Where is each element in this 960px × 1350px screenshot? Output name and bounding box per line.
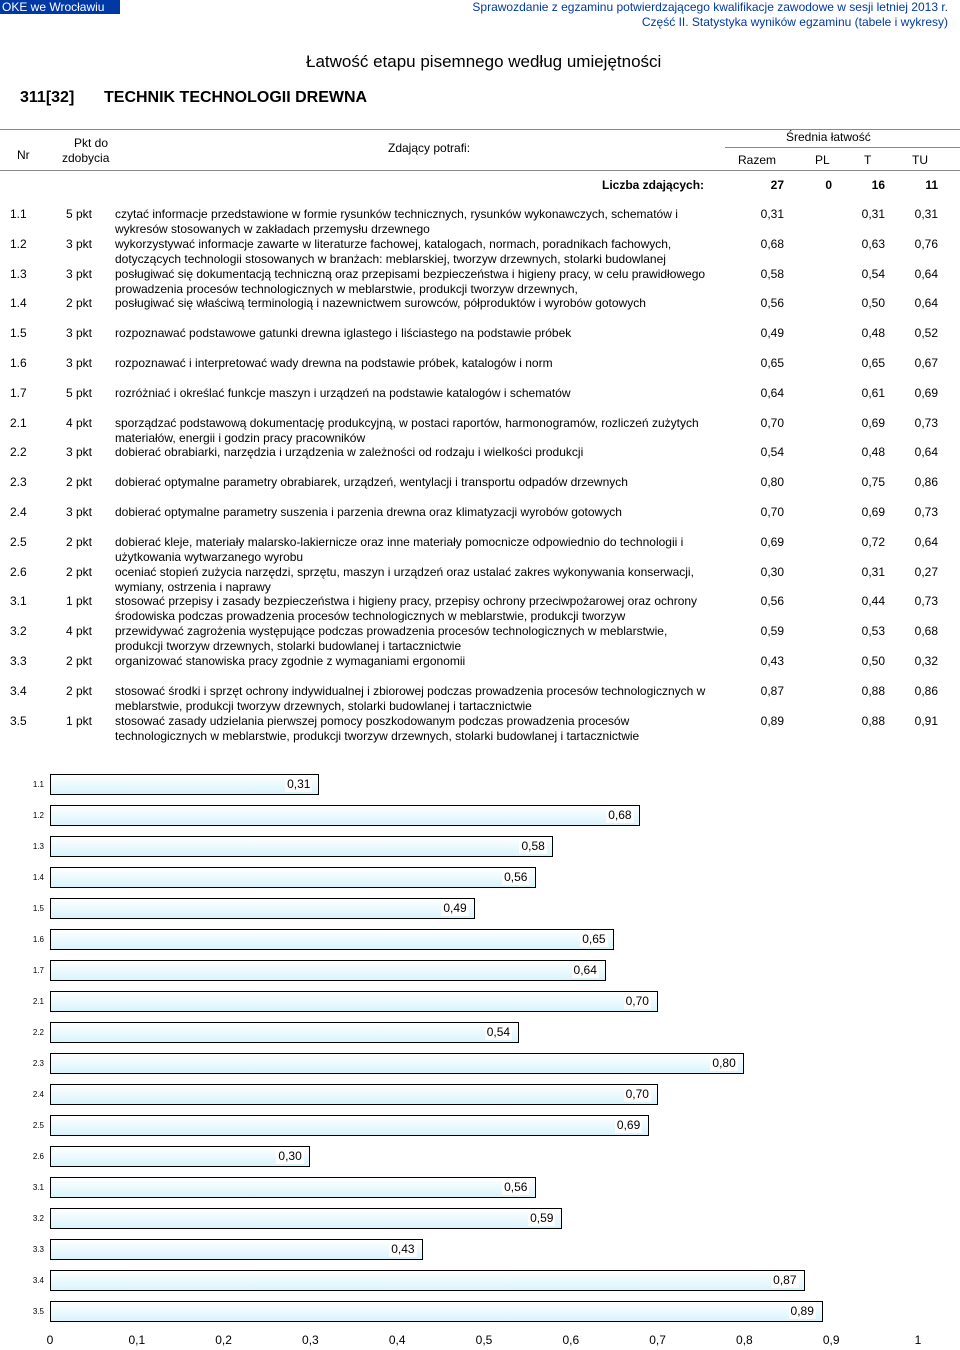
row-nr: 3.3 — [10, 654, 27, 668]
bar-value-label: 0,68 — [608, 808, 632, 822]
row-t: 0,65 — [861, 356, 885, 370]
row-t: 0,31 — [861, 564, 885, 579]
row-t: 0,44 — [861, 594, 885, 609]
row-skill: stosować środki i sprzęt ochrony indywidualnej i zbiorowej podczas prowadzenia procesów technologicznych w meblarstwie, produkcji tworzyw drzewnych, stolarki budowlanej i tartacznictwie — [115, 683, 706, 713]
row-nr: 1.1 — [10, 207, 27, 221]
row-nr: 1.2 — [10, 236, 27, 251]
row-nr: 2.6 — [10, 564, 27, 579]
row-tu: 0,86 — [914, 683, 938, 698]
category-label: 3.2 — [32, 1214, 44, 1223]
row-razem: 0,68 — [760, 236, 784, 251]
row-nr: 3.4 — [10, 683, 27, 698]
bar-value-label: 0,58 — [521, 839, 545, 853]
category-label: 2.3 — [32, 1059, 44, 1068]
category-label: 2.2 — [32, 1028, 44, 1037]
x-tick-label: 0,2 — [215, 1333, 232, 1347]
bar — [50, 805, 640, 826]
col-header-pkt-1: Pkt do — [74, 136, 109, 150]
row-t: 0,50 — [861, 296, 885, 311]
row-tu: 0,27 — [914, 564, 938, 579]
row-skill: rozpoznawać podstawowe gatunki drewna iglastego i liściastego na podstawie próbek — [115, 326, 572, 341]
x-tick-label: 0,3 — [302, 1333, 319, 1347]
x-tick-label: 0,7 — [649, 1333, 666, 1347]
row-points: 4 pkt — [66, 415, 93, 430]
category-label: 1.3 — [32, 842, 44, 851]
category-label: 2.5 — [32, 1121, 44, 1130]
x-tick-label: 0,5 — [475, 1333, 493, 1347]
row-razem: 0,54 — [760, 445, 784, 460]
header-rule — [725, 147, 960, 148]
row-points: 3 pkt — [66, 266, 93, 281]
bar-value-label: 0,31 — [287, 777, 311, 791]
row-skill: dobierać obrabiarki, narzędzia i urządzenia w zależności od rodzaju i wielkości produkcji — [115, 445, 584, 460]
category-label: 2.1 — [32, 997, 44, 1006]
row-skill: sporządzać podstawową dokumentację produkcyjną, w postaci raportów, harmonogramów, rozliczeń zużytych materiałów, energii i godzin pracy pracowników — [115, 415, 699, 445]
row-skill: posługiwać się właściwą terminologią i nazewnictwem surowców, półproduktów i wyrobów gotowych — [115, 296, 646, 311]
bar — [50, 1022, 519, 1043]
category-label: 2.6 — [32, 1152, 44, 1161]
row-points: 2 pkt — [66, 654, 93, 668]
row-points: 2 pkt — [66, 534, 93, 549]
row-nr: 2.2 — [10, 445, 27, 460]
row-skill: rozróżniać i określać funkcje maszyn i urządzeń na podstawie katalogów i schematów — [115, 385, 571, 400]
row-nr: 3.5 — [10, 713, 27, 728]
easiness-bar-chart — [0, 770, 960, 1350]
bar — [50, 774, 319, 795]
row-nr: 1.3 — [10, 266, 27, 281]
category-label: 1.7 — [32, 966, 44, 975]
row-t: 0,48 — [861, 326, 885, 341]
row-tu: 0,86 — [914, 475, 938, 490]
bar-value-label: 0,56 — [504, 1180, 528, 1194]
bar-value-label: 0,69 — [616, 1118, 641, 1132]
row-tu: 0,32 — [914, 654, 938, 668]
page-title: Łatwość etapu pisemnego według umiejętności — [306, 52, 662, 71]
row-razem: 0,56 — [760, 296, 784, 311]
row-t: 0,63 — [861, 236, 885, 251]
row-t: 0,88 — [861, 683, 885, 698]
row-tu: 0,67 — [914, 356, 938, 370]
bar-value-label: 0,65 — [582, 932, 606, 946]
row-skill: rozpoznawać i interpretować wady drewna na podstawie próbek, katalogów i norm — [115, 356, 553, 370]
row-tu: 0,76 — [914, 236, 938, 251]
x-tick-label: 0,4 — [388, 1333, 406, 1347]
row-skill: czytać informacje przedstawione w formie rysunków technicznych, rysunków wykonawczych, schematów i wykresów stosowanych w zakładach przemysłu drzewnego — [115, 207, 678, 236]
row-razem: 0,69 — [760, 534, 784, 549]
qualification-name: TECHNIK TECHNOLOGII DREWNA — [104, 89, 368, 106]
row-razem: 0,59 — [760, 624, 784, 639]
x-tick-label: 0 — [46, 1333, 54, 1347]
row-tu: 0,64 — [914, 266, 938, 281]
row-points: 2 pkt — [66, 296, 93, 311]
row-nr: 1.5 — [10, 326, 27, 341]
row-tu: 0,31 — [914, 207, 938, 221]
qualification-code: 311[32] — [20, 89, 75, 106]
bar — [50, 1301, 823, 1322]
col-header-tu: TU — [912, 153, 928, 167]
row-points: 3 pkt — [66, 236, 93, 251]
bar-value-label: 0,30 — [278, 1149, 302, 1163]
row-nr: 1.6 — [10, 356, 27, 370]
bar — [50, 1239, 423, 1260]
bar-value-label: 0,54 — [486, 1025, 511, 1039]
row-tu: 0,73 — [914, 594, 938, 609]
row-skill: dobierać optymalne parametry obrabiarek, urządzeń, wentylacji i transportu odpadów drzewnych — [115, 475, 628, 490]
row-skill: wykorzystywać informacje zawarte w literaturze fachowej, katalogach, normach, poradnikach fachowych, dotyczących technologii stosowanych w branżach: meblarskiej, tworzyw drzewnych, stolarki budowlanej — [115, 236, 672, 266]
row-skill: organizować stanowiska pracy zgodnie z wymaganiami ergonomii — [115, 654, 466, 668]
row-points: 2 pkt — [66, 564, 93, 579]
row-tu: 0,69 — [914, 385, 938, 400]
row-nr: 2.1 — [10, 415, 27, 430]
x-tick-label: 0,9 — [822, 1333, 840, 1347]
col-header-nr: Nr — [17, 148, 30, 162]
row-points: 3 pkt — [66, 445, 93, 460]
category-label: 3.5 — [32, 1307, 44, 1316]
row-t: 0,75 — [861, 475, 885, 490]
category-label: 1.6 — [32, 935, 44, 944]
row-points: 2 pkt — [66, 683, 93, 698]
header-bottom-rule — [0, 170, 960, 171]
row-nr: 1.4 — [10, 296, 27, 311]
row-razem: 0,43 — [760, 654, 784, 668]
bar-value-label: 0,59 — [530, 1211, 554, 1225]
x-tick-label: 0,1 — [128, 1333, 146, 1347]
col-header-razem: Razem — [738, 153, 777, 167]
row-t: 0,53 — [861, 624, 885, 639]
bar — [50, 960, 606, 981]
category-label: 3.3 — [32, 1245, 44, 1254]
x-tick-label: 1 — [914, 1333, 922, 1347]
row-razem: 0,58 — [760, 266, 784, 281]
row-razem: 0,89 — [760, 713, 784, 728]
category-label: 1.4 — [32, 873, 44, 882]
row-razem: 0,56 — [760, 594, 784, 609]
x-tick-label: 0,8 — [736, 1333, 753, 1347]
row-points: 5 pkt — [66, 207, 93, 221]
bar — [50, 1270, 805, 1291]
row-tu: 0,73 — [914, 505, 938, 519]
row-nr: 2.4 — [10, 505, 27, 519]
row-points: 1 pkt — [66, 713, 93, 728]
row-tu: 0,73 — [914, 415, 938, 430]
bar-value-label: 0,49 — [443, 901, 467, 915]
row-tu: 0,68 — [914, 624, 938, 639]
row-skill: stosować zasady udzielania pierwszej pomocy poszkodowanym podczas prowadzenia procesów technologicznych w meblarstwie, produkcji tworzyw drzewnych, stolarki budowlanej i tartacznictwie — [115, 713, 640, 743]
bar — [50, 1208, 562, 1229]
row-tu: 0,91 — [914, 713, 938, 728]
row-t: 0,61 — [861, 385, 885, 400]
col-header-avg: Średnia łatwość — [786, 130, 871, 144]
count-razem: 27 — [770, 178, 784, 192]
row-t: 0,31 — [861, 207, 885, 221]
count-label: Liczba zdających: — [602, 178, 705, 192]
bar — [50, 898, 475, 919]
bar-value-label: 0,89 — [790, 1304, 814, 1318]
row-t: 0,69 — [861, 415, 885, 430]
row-tu: 0,64 — [914, 445, 938, 460]
row-razem: 0,80 — [760, 475, 784, 490]
org-name: OKE we Wrocławiu — [0, 0, 120, 14]
bar — [50, 1084, 658, 1105]
row-tu: 0,64 — [914, 534, 938, 549]
row-points: 3 pkt — [66, 356, 93, 370]
row-razem: 0,65 — [760, 356, 784, 370]
bar — [50, 867, 536, 888]
row-t: 0,54 — [861, 266, 885, 281]
col-header-t: T — [864, 153, 872, 167]
count-t: 16 — [871, 178, 885, 192]
row-skill: przewidywać zagrożenia występujące podczas prowadzenia procesów technologicznych w meblarstwie, produkcji tworzyw drzewnych, stolarki budowlanej i tartacznictwie — [115, 624, 668, 654]
row-razem: 0,64 — [760, 385, 784, 400]
bar-value-label: 0,87 — [773, 1273, 797, 1287]
row-razem: 0,70 — [760, 415, 784, 430]
row-t: 0,50 — [861, 654, 885, 668]
row-razem: 0,87 — [760, 683, 784, 698]
row-points: 1 pkt — [66, 594, 93, 609]
row-razem: 0,30 — [760, 564, 784, 579]
bar — [50, 1115, 649, 1136]
report-title: Sprawozdanie z egzaminu potwierdzającego kwalifikacje zawodowe w sesji letniej 2013 r. — [472, 0, 948, 14]
bar-value-label: 0,80 — [712, 1056, 736, 1070]
row-skill: posługiwać się dokumentacją techniczną oraz przepisami bezpieczeństwa i higieny pracy, w celu prawidłowego prowadzenia procesów technologicznych w meblarstwie, produkcji tworzyw drzewnych, — [115, 266, 706, 296]
bar — [50, 991, 658, 1012]
row-t: 0,69 — [861, 505, 885, 519]
row-razem: 0,49 — [760, 326, 784, 341]
x-tick-label: 0,6 — [562, 1333, 580, 1347]
report-subtitle: Część II. Statystyka wyników egzaminu (tabele i wykresy) — [641, 15, 948, 29]
category-label: 3.1 — [32, 1183, 44, 1192]
count-pl: 0 — [825, 178, 832, 192]
bar-value-label: 0,70 — [625, 994, 649, 1008]
bar — [50, 1177, 536, 1198]
row-skill: oceniać stopień zużycia narzędzi, sprzętu, maszyn i urządzeń oraz ustalać zakres wykonywania konserwacji, wymiany, ostrzenia i naprawy — [115, 564, 694, 594]
category-label: 3.4 — [32, 1276, 44, 1285]
col-header-pkt-2: zdobycia — [62, 151, 110, 165]
row-points: 2 pkt — [66, 475, 93, 490]
row-razem: 0,70 — [760, 505, 784, 519]
row-nr: 2.5 — [10, 534, 27, 549]
row-nr: 3.1 — [10, 594, 27, 609]
row-skill: dobierać optymalne parametry suszenia i parzenia drewna oraz klimatyzacji wyrobów gotowych — [115, 505, 622, 519]
row-points: 3 pkt — [66, 505, 93, 519]
bar — [50, 836, 553, 857]
col-header-skill: Zdający potrafi: — [388, 141, 471, 155]
row-points: 5 pkt — [66, 385, 93, 400]
bar — [50, 1146, 310, 1167]
bar — [50, 1053, 744, 1074]
category-label: 2.4 — [32, 1090, 44, 1099]
row-tu: 0,64 — [914, 296, 938, 311]
row-tu: 0,52 — [914, 326, 938, 341]
category-label: 1.2 — [32, 811, 44, 820]
count-tu: 11 — [925, 178, 938, 192]
bar-value-label: 0,43 — [391, 1242, 415, 1256]
row-t: 0,48 — [861, 445, 885, 460]
row-nr: 2.3 — [10, 475, 27, 490]
row-points: 4 pkt — [66, 624, 93, 639]
row-t: 0,88 — [861, 713, 885, 728]
bar-value-label: 0,64 — [573, 963, 597, 977]
row-t: 0,72 — [861, 534, 885, 549]
row-skill: dobierać kleje, materiały malarsko-lakiernicze oraz inne materiały pomocnicze odpowiednio do technologii i użytkowania wytwarzanego wyrobu — [115, 534, 684, 564]
bar — [50, 929, 614, 950]
bar-value-label: 0,56 — [504, 870, 528, 884]
row-nr: 1.7 — [10, 385, 27, 400]
row-points: 3 pkt — [66, 326, 93, 341]
row-nr: 3.2 — [10, 624, 27, 639]
category-label: 1.5 — [32, 904, 44, 913]
col-header-pl: PL — [815, 153, 830, 167]
category-label: 1.1 — [32, 780, 44, 789]
row-skill: stosować przepisy i zasady bezpieczeństwa i higieny pracy, przepisy ochrony przeciwpożarowej oraz ochrony środowiska podczas prowadzenia procesów technologicznych w meblarstwie, produkcji tworzyw — [115, 594, 698, 624]
row-razem: 0,31 — [760, 207, 784, 221]
bar-value-label: 0,70 — [625, 1087, 649, 1101]
